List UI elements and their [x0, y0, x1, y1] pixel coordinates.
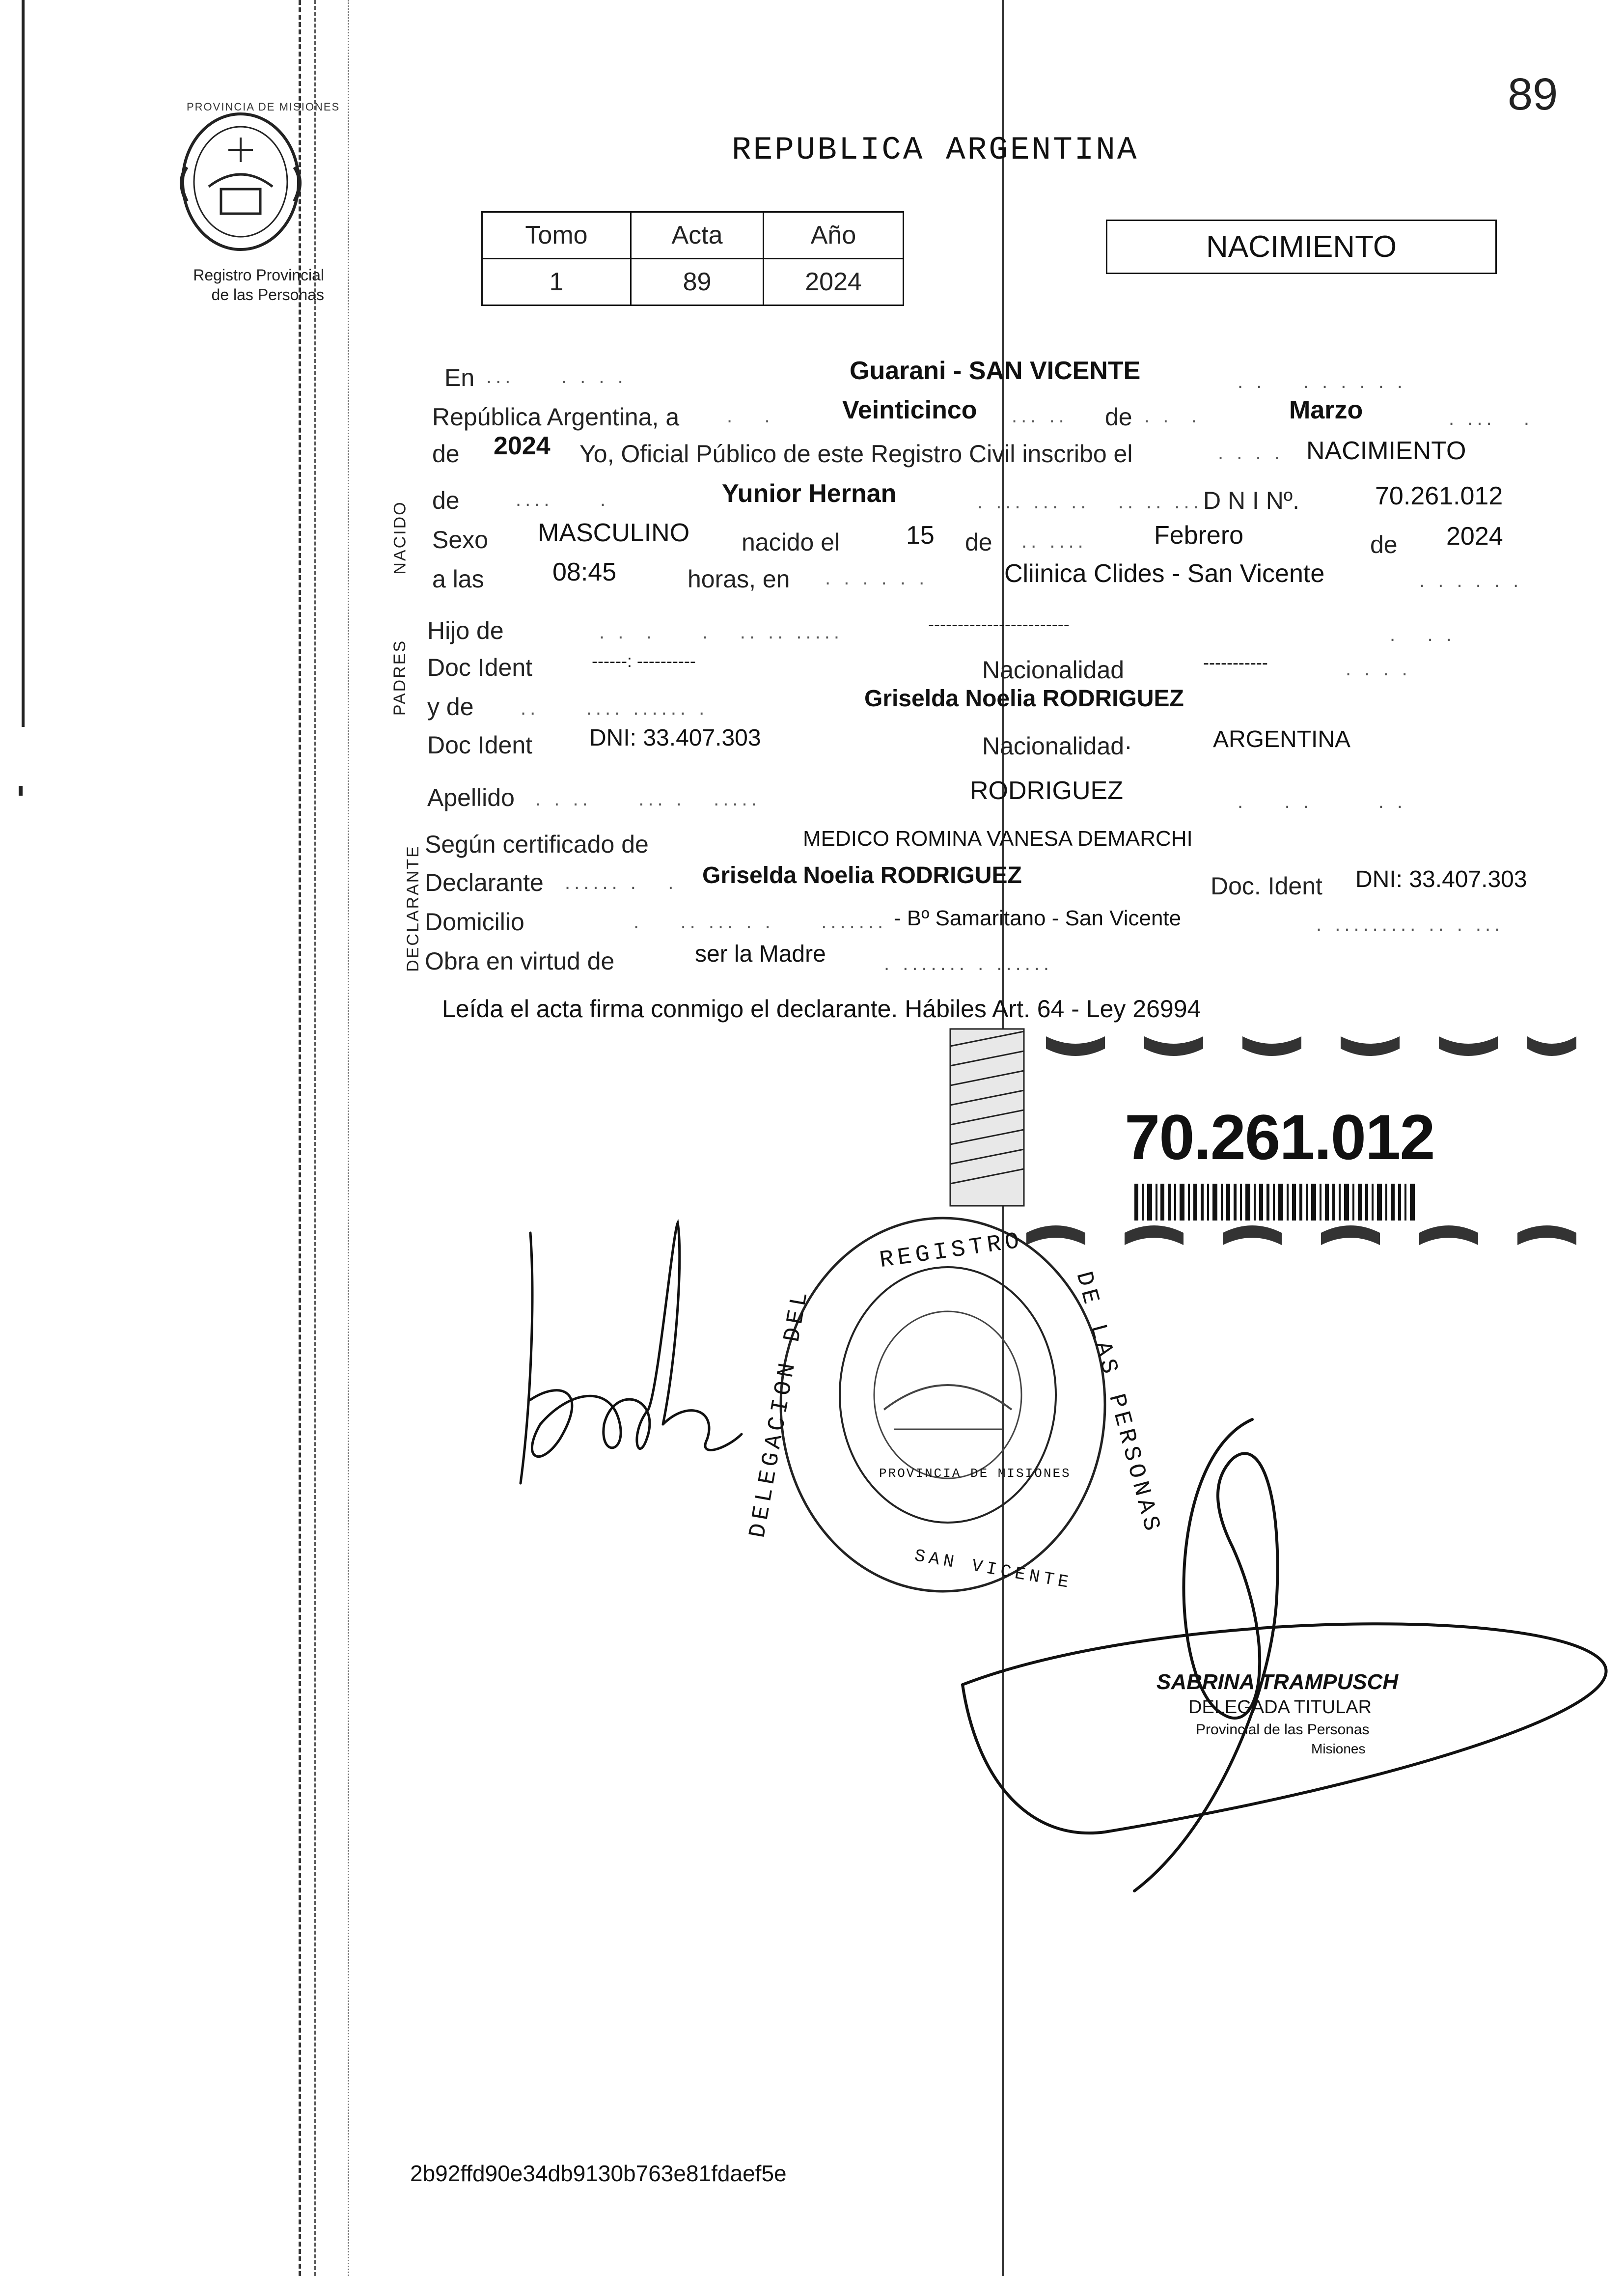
field-child-dni: 70.261.012: [1375, 482, 1503, 510]
field-certificate: MEDICO ROMINA VANESA DEMARCHI: [803, 827, 1193, 851]
dots: . . .: [1390, 624, 1456, 645]
act-type-box: NACIMIENTO: [1106, 220, 1497, 274]
country-title: REPUBLICA ARGENTINA: [732, 132, 1139, 168]
label-nacionalidad-2: Nacionalidad·: [982, 732, 1132, 760]
dots: . ... .: [1449, 408, 1534, 429]
field-father-doc-blank: ------: ----------: [592, 651, 696, 671]
dots: ... . . . .: [486, 366, 627, 388]
header-acta: Acta: [631, 212, 764, 259]
dots: . . . . . .: [1419, 570, 1523, 591]
binding-dashed-line: [299, 0, 301, 2276]
dots: . . .. ... . .....: [535, 788, 761, 810]
field-day-words: Veinticinco: [842, 396, 977, 424]
field-birth-month: Febrero: [1154, 521, 1244, 550]
value-anio: 2024: [764, 259, 904, 305]
value-tomo: 1: [482, 259, 631, 305]
label-doc-ident: Doc Ident: [427, 654, 533, 681]
value-acta: 89: [631, 259, 764, 305]
field-mother-nat: ARGENTINA: [1213, 726, 1351, 752]
official-name: SABRINA TRAMPUSCH: [1156, 1670, 1399, 1694]
label-doc-ident-3: Doc. Ident: [1211, 872, 1322, 900]
sticker-id-number: 70.261.012: [1125, 1101, 1434, 1173]
seal-outer-top: REGISTRO: [878, 1227, 1025, 1275]
logo-caption: [147, 265, 324, 305]
dots: . . . .: [1218, 442, 1284, 464]
dots: . . .: [1144, 405, 1201, 427]
label-de-5: de: [1370, 531, 1398, 558]
label-nacido: nacido el: [742, 528, 840, 556]
dots: .. ....: [1021, 530, 1087, 552]
header-tomo: Tomo: [482, 212, 631, 259]
dots: . ......... .. . ...: [1316, 914, 1504, 935]
dots: . .: [727, 405, 774, 427]
field-month: Marzo: [1289, 396, 1363, 424]
label-declarante: Declarante: [425, 869, 544, 896]
label-republica: República Argentina, a: [432, 403, 680, 431]
label-de: de: [1105, 403, 1132, 431]
left-margin-line: [22, 0, 25, 727]
field-mother-doc: DNI: 33.407.303: [589, 725, 761, 751]
field-declarant-doc: DNI: 33.407.303: [1355, 866, 1527, 892]
field-sexo: MASCULINO: [538, 519, 690, 547]
label-de-2: de: [432, 440, 460, 468]
label-obra: Obra en virtud de: [425, 947, 615, 975]
official-title: DELEGADA TITULAR: [1188, 1697, 1372, 1718]
dots: .. .... ...... .: [521, 697, 709, 719]
field-birth-year: 2024: [1446, 522, 1503, 551]
seal-outer-left: DELEGACION DEL: [744, 1286, 815, 1540]
dots: .... .: [516, 489, 610, 510]
document-hash: 2b92ffd90e34db9130b763e81fdaef5e: [410, 2161, 787, 2186]
dots: . .. ... . . .......: [633, 911, 887, 933]
label-a-las: a las: [432, 565, 484, 593]
officer-text: Yo, Oficial Público de este Registro Civil inscribo el: [579, 440, 1133, 468]
closing-statement: Leída el acta firma conmigo el declarante. Hábiles Art. 64 - Ley 26994: [442, 995, 1201, 1023]
section-label-nacido: NACIDO: [390, 500, 410, 575]
field-declarant: Griselda Noelia RODRIGUEZ: [702, 862, 1022, 888]
seal-outer-right: DE LAS PERSONAS: [1070, 1269, 1166, 1538]
label-y-de: y de: [427, 693, 474, 721]
binding-dashed-line-2: [314, 0, 316, 2276]
official-org: Provincial de las Personas: [1196, 1721, 1370, 1738]
logo-caption-line2: de las Personas: [211, 286, 324, 304]
dots: . . . . . .: [825, 567, 929, 589]
label-domicilio: Domicilio: [425, 908, 524, 936]
field-child-name: Yunior Hernan: [722, 479, 897, 508]
header-anio: Año: [764, 212, 904, 259]
dots: ... ..: [1012, 405, 1068, 427]
section-label-padres: PADRES: [390, 639, 410, 716]
dots: . ... ... .. .. .. ...: [977, 491, 1203, 513]
dots: . . . .: [1346, 658, 1411, 680]
label-doc-ident-2: Doc Ident: [427, 731, 533, 759]
label-sexo: Sexo: [432, 526, 488, 554]
label-certificado: Según certificado de: [425, 831, 649, 858]
act-reference-table: [481, 211, 904, 306]
field-father-blank: ------------------------: [928, 614, 1070, 634]
label-de-4: de: [965, 528, 992, 556]
binding-dashed-line-3: [348, 0, 349, 2276]
dots: . . . . .. .. .....: [599, 621, 843, 643]
field-birth-place: Cliinica Clides - San Vicente: [1004, 559, 1325, 588]
label-nacionalidad: Nacionalidad: [982, 656, 1125, 684]
field-address: - Bº Samaritano - San Vicente: [894, 906, 1182, 930]
field-father-nat-blank: -----------: [1203, 652, 1268, 672]
dots: ...... . .: [565, 872, 678, 893]
seal-bottom: SAN VICENTE: [912, 1546, 1074, 1593]
page-number: 89: [1508, 69, 1558, 119]
field-act-word: NACIMIENTO: [1306, 437, 1466, 465]
field-year: 2024: [494, 432, 551, 460]
field-surname: RODRIGUEZ: [970, 777, 1123, 805]
field-place: Guarani - SAN VICENTE: [850, 357, 1141, 385]
declarant-signature: [501, 1203, 776, 1498]
table-value-row: [482, 259, 904, 305]
table-header-row: [482, 212, 904, 259]
field-birth-day: 15: [906, 521, 935, 550]
section-label-declarante: DECLARANTE: [403, 845, 422, 972]
official-signature: [958, 1400, 1616, 1915]
label-dni: D N I Nº.: [1203, 487, 1300, 514]
dots: . ....... . ......: [884, 953, 1053, 974]
logo-caption-line1: Registro Provincial: [193, 266, 324, 284]
seal-inner: PROVINCIA DE MISIONES: [879, 1466, 1071, 1481]
logo-seal-text: PROVINCIA DE MISIONES: [187, 101, 340, 113]
dots: . . . . . . . .: [1238, 371, 1407, 392]
province-seal-logo: [167, 108, 314, 255]
label-apellido: Apellido: [427, 784, 515, 811]
dots: . . . . .: [1238, 791, 1407, 812]
field-birth-time: 08:45: [552, 558, 617, 586]
field-obra: ser la Madre: [695, 941, 826, 967]
punch-mark: [19, 786, 23, 796]
label-en: En: [444, 364, 475, 391]
official-org-2: Misiones: [1311, 1741, 1366, 1756]
label-horas: horas, en: [688, 565, 790, 593]
label-de-3: de: [432, 487, 460, 514]
label-hijo: Hijo de: [427, 617, 504, 644]
field-mother-name: Griselda Noelia RODRIGUEZ: [864, 686, 1184, 712]
